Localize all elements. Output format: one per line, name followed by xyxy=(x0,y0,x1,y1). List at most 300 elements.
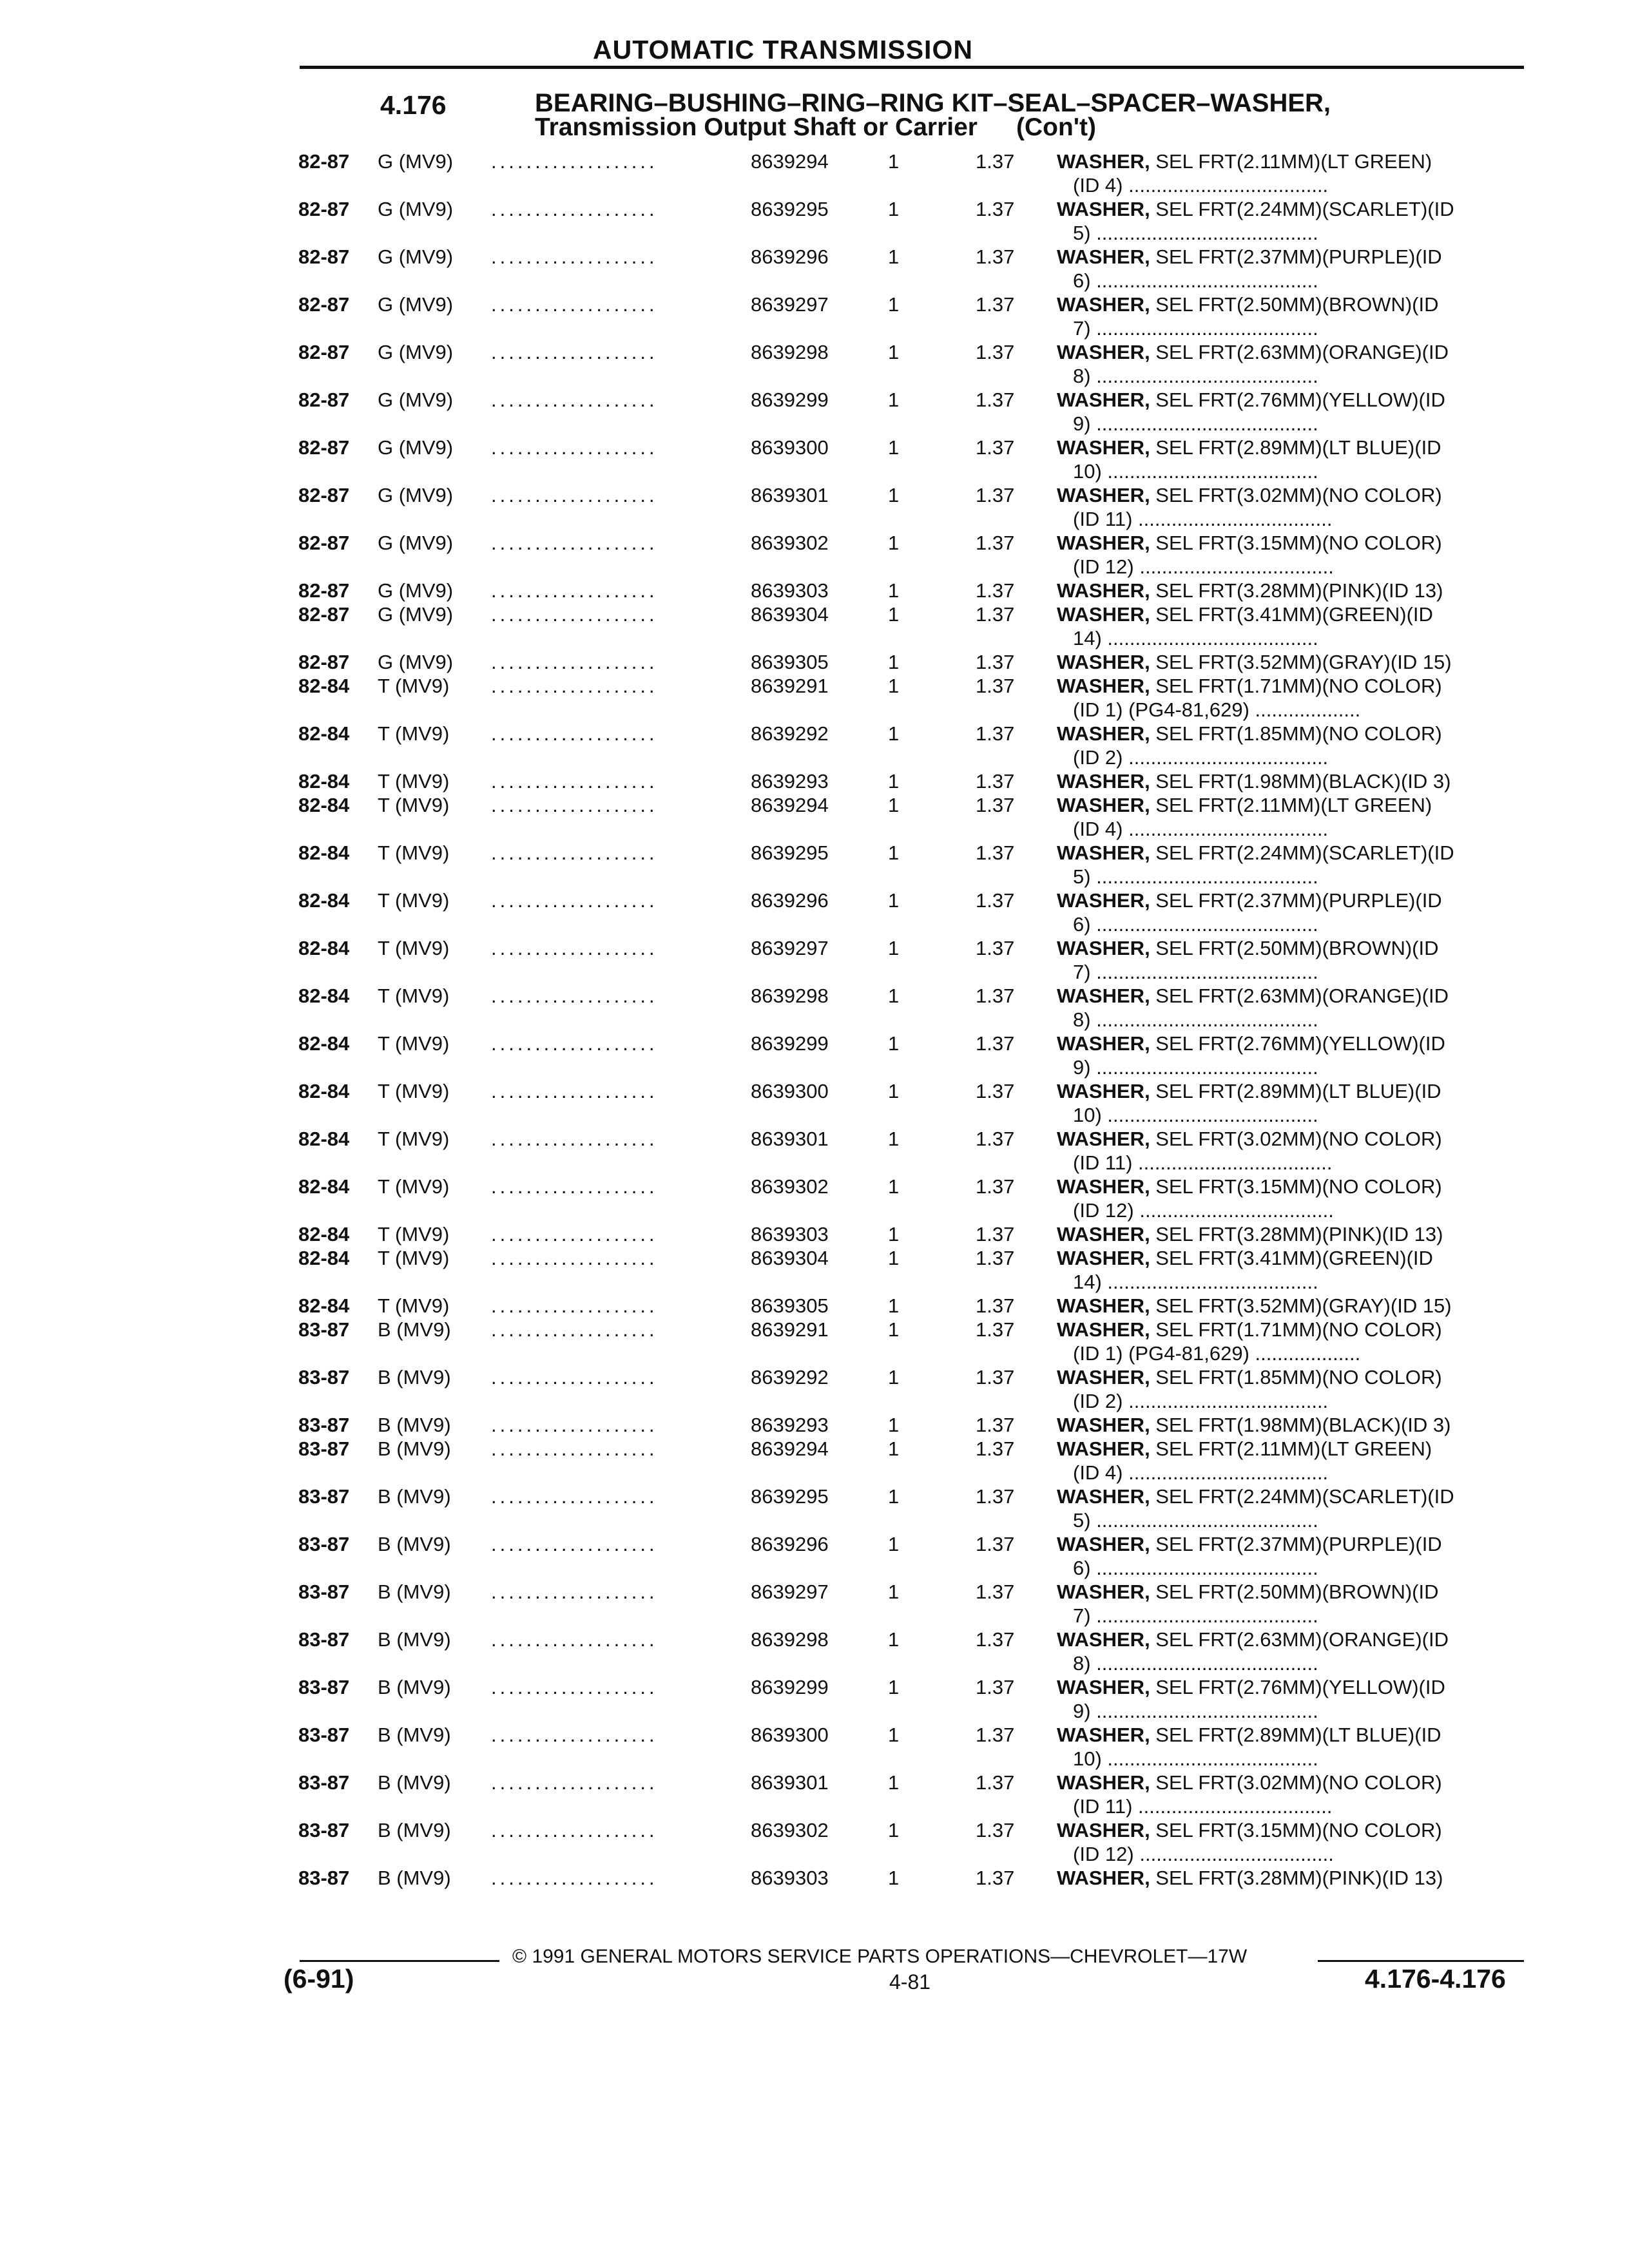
quantity-cell: 1 xyxy=(888,1128,900,1150)
footer-rule-left xyxy=(300,1960,499,1962)
description-keyword: WASHER, xyxy=(1057,1485,1150,1508)
body-cell: T (MV9) xyxy=(378,985,450,1007)
part-number-cell: 8639305 xyxy=(751,651,829,673)
body-cell: T (MV9) xyxy=(378,1223,450,1245)
body-cell: B (MV9) xyxy=(378,1819,451,1841)
description-cell xyxy=(1057,936,1438,960)
body-cell: G (MV9) xyxy=(378,532,454,554)
description-cell xyxy=(1057,602,1433,626)
quantity-cell: 1 xyxy=(888,245,900,268)
description-cell xyxy=(1057,1580,1438,1604)
table-row xyxy=(0,483,1629,535)
group-cell: 1.37 xyxy=(976,1437,1015,1460)
leader-dots: ................... xyxy=(491,341,658,363)
description-continuation: (ID 12) ................................... xyxy=(1073,555,1334,578)
quantity-cell: 1 xyxy=(888,1628,900,1651)
description-text: SEL FRT(2.37MM)(PURPLE)(ID xyxy=(1150,1533,1442,1555)
quantity-cell: 1 xyxy=(888,436,900,459)
leader-dots: ................... xyxy=(491,651,658,673)
group-cell: 1.37 xyxy=(976,985,1015,1007)
body-cell: B (MV9) xyxy=(378,1414,451,1436)
quantity-cell: 1 xyxy=(888,770,900,793)
part-number-cell: 8639293 xyxy=(751,770,829,793)
description-cell xyxy=(1057,1723,1441,1747)
years-cell: 83-87 xyxy=(298,1867,350,1889)
years-cell: 83-87 xyxy=(298,1819,350,1841)
leader-dots: ................... xyxy=(491,985,658,1007)
years-cell: 82-84 xyxy=(298,722,350,745)
part-number-cell: 8639296 xyxy=(751,889,829,912)
part-number-cell: 8639298 xyxy=(751,341,829,363)
description-continuation: 5) ........................................ xyxy=(1073,1509,1318,1532)
part-number-cell: 8639302 xyxy=(751,532,829,554)
group-cell: 1.37 xyxy=(976,1032,1015,1055)
table-row xyxy=(0,793,1629,845)
part-number-cell: 8639304 xyxy=(751,603,829,626)
quantity-cell: 1 xyxy=(888,937,900,959)
years-cell: 82-87 xyxy=(298,150,350,173)
description-text: SEL FRT(2.76MM)(YELLOW)(ID xyxy=(1150,1032,1445,1055)
quantity-cell: 1 xyxy=(888,1867,900,1889)
description-cell xyxy=(1057,1127,1442,1151)
body-cell: T (MV9) xyxy=(378,770,450,793)
quantity-cell: 1 xyxy=(888,532,900,554)
body-cell: T (MV9) xyxy=(378,1247,450,1269)
description-keyword: WASHER, xyxy=(1057,675,1150,697)
description-text: SEL FRT(2.50MM)(BROWN)(ID xyxy=(1150,937,1439,959)
description-continuation: 8) ........................................ xyxy=(1073,1652,1318,1675)
part-number-cell: 8639303 xyxy=(751,1223,829,1245)
description-text: SEL FRT(3.28MM)(PINK)(ID 13) xyxy=(1150,579,1443,602)
description-continuation: 14) ...................................... xyxy=(1073,1271,1318,1293)
part-number-cell: 8639297 xyxy=(751,937,829,959)
part-number-cell: 8639301 xyxy=(751,1771,829,1794)
leader-dots: ................... xyxy=(491,1676,658,1698)
part-number-cell: 8639304 xyxy=(751,1247,829,1269)
part-number-cell: 8639296 xyxy=(751,1533,829,1555)
description-cell xyxy=(1057,1175,1442,1198)
description-keyword: WASHER, xyxy=(1057,484,1150,506)
page-title: AUTOMATIC TRANSMISSION xyxy=(593,35,973,64)
description-cell xyxy=(1057,769,1451,793)
description-cell xyxy=(1057,841,1454,865)
description-continuation: (ID 1) (PG4-81,629) ................... xyxy=(1073,698,1361,721)
table-row xyxy=(0,889,1629,940)
quantity-cell: 1 xyxy=(888,341,900,363)
description-cell xyxy=(1057,1675,1445,1699)
leader-dots: ................... xyxy=(491,389,658,411)
description-continuation: (ID 2) .................................... xyxy=(1073,746,1329,769)
body-cell: B (MV9) xyxy=(378,1771,451,1794)
table-row xyxy=(0,1032,1629,1083)
quantity-cell: 1 xyxy=(888,389,900,411)
description-keyword: WASHER, xyxy=(1057,1223,1150,1245)
part-number-cell: 8639298 xyxy=(751,1628,829,1651)
quantity-cell: 1 xyxy=(888,1533,900,1555)
group-cell: 1.37 xyxy=(976,1175,1015,1198)
group-cell: 1.37 xyxy=(976,1676,1015,1698)
group-cell: 1.37 xyxy=(976,1318,1015,1341)
description-text: SEL FRT(2.76MM)(YELLOW)(ID xyxy=(1150,1676,1445,1698)
body-cell: G (MV9) xyxy=(378,389,454,411)
description-continuation: 7) ........................................ xyxy=(1073,961,1318,983)
description-text: SEL FRT(3.52MM)(GRAY)(ID 15) xyxy=(1150,1294,1452,1317)
footer-page-number: 4-81 xyxy=(889,1970,931,1994)
quantity-cell: 1 xyxy=(888,1080,900,1102)
description-cell xyxy=(1057,1771,1442,1794)
table-row xyxy=(0,1580,1629,1631)
body-cell: T (MV9) xyxy=(378,841,450,864)
leader-dots: ................... xyxy=(491,1128,658,1150)
years-cell: 82-84 xyxy=(298,985,350,1007)
quantity-cell: 1 xyxy=(888,579,900,602)
quantity-cell: 1 xyxy=(888,1771,900,1794)
description-continuation: (ID 11) ................................... xyxy=(1073,1151,1333,1174)
group-cell: 1.37 xyxy=(976,1485,1015,1508)
years-cell: 82-87 xyxy=(298,484,350,506)
quantity-cell: 1 xyxy=(888,889,900,912)
table-row xyxy=(0,674,1629,726)
section-number: 4.176 xyxy=(380,90,447,120)
description-continuation: (ID 4) .................................... xyxy=(1073,174,1329,197)
description-cell xyxy=(1057,483,1442,507)
description-keyword: WASHER, xyxy=(1057,341,1150,363)
body-cell: G (MV9) xyxy=(378,293,454,316)
description-cell xyxy=(1057,1485,1454,1508)
description-keyword: WASHER, xyxy=(1057,389,1150,411)
group-cell: 1.37 xyxy=(976,484,1015,506)
group-cell: 1.37 xyxy=(976,1533,1015,1555)
description-text: SEL FRT(3.15MM)(NO COLOR) xyxy=(1150,1175,1442,1198)
leader-dots: ................... xyxy=(491,841,658,864)
description-text: SEL FRT(1.98MM)(BLACK)(ID 3) xyxy=(1150,770,1451,793)
body-cell: G (MV9) xyxy=(378,579,454,602)
table-row xyxy=(0,149,1629,201)
part-number-cell: 8639300 xyxy=(751,1080,829,1102)
description-keyword: WASHER, xyxy=(1057,198,1150,220)
description-continuation: 7) ........................................ xyxy=(1073,1604,1318,1627)
group-cell: 1.37 xyxy=(976,889,1015,912)
table-row xyxy=(0,1628,1629,1679)
years-cell: 83-87 xyxy=(298,1676,350,1698)
description-keyword: WASHER, xyxy=(1057,1294,1150,1317)
description-keyword: WASHER, xyxy=(1057,841,1150,864)
group-cell: 1.37 xyxy=(976,675,1015,697)
description-keyword: WASHER, xyxy=(1057,985,1150,1007)
table-row xyxy=(0,1246,1629,1298)
leader-dots: ................... xyxy=(491,1294,658,1317)
description-keyword: WASHER, xyxy=(1057,1032,1150,1055)
description-cell xyxy=(1057,1628,1449,1651)
description-continuation: 14) ...................................... xyxy=(1073,627,1318,649)
years-cell: 83-87 xyxy=(298,1414,350,1436)
leader-dots: ................... xyxy=(491,1032,658,1055)
leader-dots: ................... xyxy=(491,436,658,459)
description-cell xyxy=(1057,1079,1441,1103)
description-text: SEL FRT(2.24MM)(SCARLET)(ID xyxy=(1150,841,1454,864)
body-cell: B (MV9) xyxy=(378,1628,451,1651)
body-cell: G (MV9) xyxy=(378,484,454,506)
group-cell: 1.37 xyxy=(976,293,1015,316)
body-cell: T (MV9) xyxy=(378,794,450,816)
body-cell: T (MV9) xyxy=(378,1294,450,1317)
description-cell xyxy=(1057,1032,1445,1055)
body-cell: B (MV9) xyxy=(378,1581,451,1603)
description-cell xyxy=(1057,531,1442,555)
group-cell: 1.37 xyxy=(976,651,1015,673)
quantity-cell: 1 xyxy=(888,1819,900,1841)
table-row xyxy=(0,1771,1629,1822)
body-cell: B (MV9) xyxy=(378,1437,451,1460)
description-keyword: WASHER, xyxy=(1057,722,1150,745)
table-row xyxy=(0,531,1629,582)
years-cell: 82-84 xyxy=(298,675,350,697)
continued-label: (Con't) xyxy=(1016,113,1097,141)
table-row xyxy=(0,1532,1629,1584)
group-cell: 1.37 xyxy=(976,1771,1015,1794)
part-number-cell: 8639292 xyxy=(751,1366,829,1389)
leader-dots: ................... xyxy=(491,1437,658,1460)
description-cell xyxy=(1057,889,1442,912)
table-row xyxy=(0,1318,1629,1369)
leader-dots: ................... xyxy=(491,1581,658,1603)
description-continuation: 8) ........................................ xyxy=(1073,1008,1318,1031)
body-cell: T (MV9) xyxy=(378,1175,450,1198)
part-number-cell: 8639298 xyxy=(751,985,829,1007)
group-cell: 1.37 xyxy=(976,1628,1015,1651)
description-cell xyxy=(1057,722,1442,745)
leader-dots: ................... xyxy=(491,293,658,316)
group-cell: 1.37 xyxy=(976,198,1015,220)
description-cell xyxy=(1057,293,1438,316)
leader-dots: ................... xyxy=(491,770,658,793)
description-keyword: WASHER, xyxy=(1057,651,1150,673)
years-cell: 82-87 xyxy=(298,341,350,363)
description-text: SEL FRT(3.15MM)(NO COLOR) xyxy=(1150,1819,1442,1841)
body-cell: T (MV9) xyxy=(378,1128,450,1150)
description-keyword: WASHER, xyxy=(1057,1628,1150,1651)
quantity-cell: 1 xyxy=(888,794,900,816)
years-cell: 82-84 xyxy=(298,770,350,793)
description-keyword: WASHER, xyxy=(1057,1318,1150,1341)
quantity-cell: 1 xyxy=(888,841,900,864)
leader-dots: ................... xyxy=(491,579,658,602)
years-cell: 83-87 xyxy=(298,1485,350,1508)
group-cell: 1.37 xyxy=(976,722,1015,745)
description-cell xyxy=(1057,674,1442,698)
table-row xyxy=(0,841,1629,892)
description-continuation: 9) ........................................ xyxy=(1073,412,1318,435)
table-row xyxy=(0,1675,1629,1727)
description-text: SEL FRT(1.98MM)(BLACK)(ID 3) xyxy=(1150,1414,1451,1436)
part-number-cell: 8639291 xyxy=(751,675,829,697)
description-continuation: 8) ........................................ xyxy=(1073,365,1318,387)
part-number-cell: 8639299 xyxy=(751,1676,829,1698)
body-cell: G (MV9) xyxy=(378,198,454,220)
quantity-cell: 1 xyxy=(888,675,900,697)
description-text: SEL FRT(3.41MM)(GREEN)(ID xyxy=(1150,603,1433,626)
description-cell xyxy=(1057,1222,1443,1246)
table-row xyxy=(0,1818,1629,1870)
group-cell: 1.37 xyxy=(976,1366,1015,1389)
description-text: SEL FRT(2.50MM)(BROWN)(ID xyxy=(1150,1581,1439,1603)
table-row xyxy=(0,1175,1629,1226)
years-cell: 82-87 xyxy=(298,245,350,268)
years-cell: 83-87 xyxy=(298,1581,350,1603)
section-title: BEARING–BUSHING–RING–RING KIT–SEAL–SPACER–WASHER, xyxy=(535,89,1331,117)
quantity-cell: 1 xyxy=(888,1485,900,1508)
description-text: SEL FRT(2.24MM)(SCARLET)(ID xyxy=(1150,1485,1454,1508)
description-text: SEL FRT(1.71MM)(NO COLOR) xyxy=(1150,1318,1442,1341)
description-text: SEL FRT(3.41MM)(GREEN)(ID xyxy=(1150,1247,1433,1269)
description-keyword: WASHER, xyxy=(1057,1414,1150,1436)
leader-dots: ................... xyxy=(491,532,658,554)
part-number-cell: 8639300 xyxy=(751,1724,829,1746)
quantity-cell: 1 xyxy=(888,150,900,173)
leader-dots: ................... xyxy=(491,198,658,220)
years-cell: 82-84 xyxy=(298,794,350,816)
body-cell: B (MV9) xyxy=(378,1485,451,1508)
part-number-cell: 8639291 xyxy=(751,1318,829,1341)
description-text: SEL FRT(2.89MM)(LT BLUE)(ID xyxy=(1150,436,1441,459)
leader-dots: ................... xyxy=(491,1819,658,1841)
footer xyxy=(300,1946,1524,1972)
years-cell: 83-87 xyxy=(298,1771,350,1794)
table-row xyxy=(0,1365,1629,1417)
footer-copyright: © 1991 GENERAL MOTORS SERVICE PARTS OPERATIONS—CHEVROLET—17W xyxy=(512,1946,1248,1967)
years-cell: 83-87 xyxy=(298,1628,350,1651)
body-cell: B (MV9) xyxy=(378,1724,451,1746)
description-text: SEL FRT(3.02MM)(NO COLOR) xyxy=(1150,1128,1442,1150)
part-number-cell: 8639299 xyxy=(751,1032,829,1055)
description-text: SEL FRT(2.50MM)(BROWN)(ID xyxy=(1150,293,1439,316)
description-cell xyxy=(1057,1866,1443,1890)
part-number-cell: 8639296 xyxy=(751,245,829,268)
group-cell: 1.37 xyxy=(976,150,1015,173)
description-cell xyxy=(1057,1318,1442,1341)
description-text: SEL FRT(2.37MM)(PURPLE)(ID xyxy=(1150,245,1442,268)
part-number-cell: 8639294 xyxy=(751,150,829,173)
description-keyword: WASHER, xyxy=(1057,150,1150,173)
part-number-cell: 8639295 xyxy=(751,841,829,864)
body-cell: T (MV9) xyxy=(378,722,450,745)
leader-dots: ................... xyxy=(491,1318,658,1341)
group-cell: 1.37 xyxy=(976,436,1015,459)
description-continuation: (ID 2) .................................... xyxy=(1073,1390,1329,1412)
quantity-cell: 1 xyxy=(888,603,900,626)
description-keyword: WASHER, xyxy=(1057,436,1150,459)
table-row xyxy=(0,1866,1629,1917)
years-cell: 82-87 xyxy=(298,389,350,411)
description-cell xyxy=(1057,1413,1451,1437)
description-continuation: 6) ........................................ xyxy=(1073,269,1318,292)
leader-dots: ................... xyxy=(491,484,658,506)
description-text: SEL FRT(2.11MM)(LT GREEN) xyxy=(1150,1437,1432,1460)
description-cell xyxy=(1057,650,1452,674)
group-cell: 1.37 xyxy=(976,1581,1015,1603)
description-text: SEL FRT(2.37MM)(PURPLE)(ID xyxy=(1150,889,1442,912)
body-cell: T (MV9) xyxy=(378,1080,450,1102)
group-cell: 1.37 xyxy=(976,1414,1015,1436)
part-number-cell: 8639303 xyxy=(751,1867,829,1889)
description-keyword: WASHER, xyxy=(1057,1533,1150,1555)
description-keyword: WASHER, xyxy=(1057,1581,1150,1603)
table-row xyxy=(0,1079,1629,1131)
footer-section-range: 4.176-4.176 xyxy=(1365,1964,1506,1994)
table-row xyxy=(0,602,1629,654)
description-cell xyxy=(1057,1246,1433,1270)
group-cell: 1.37 xyxy=(976,794,1015,816)
table-row xyxy=(0,245,1629,296)
description-keyword: WASHER, xyxy=(1057,1247,1150,1269)
description-text: SEL FRT(1.85MM)(NO COLOR) xyxy=(1150,722,1442,745)
description-keyword: WASHER, xyxy=(1057,579,1150,602)
group-cell: 1.37 xyxy=(976,1819,1015,1841)
description-keyword: WASHER, xyxy=(1057,603,1150,626)
part-number-cell: 8639294 xyxy=(751,1437,829,1460)
quantity-cell: 1 xyxy=(888,1581,900,1603)
years-cell: 83-87 xyxy=(298,1366,350,1389)
description-continuation: (ID 12) ................................... xyxy=(1073,1843,1334,1865)
part-number-cell: 8639302 xyxy=(751,1175,829,1198)
table-row xyxy=(0,293,1629,344)
quantity-cell: 1 xyxy=(888,1223,900,1245)
part-number-cell: 8639297 xyxy=(751,1581,829,1603)
description-cell xyxy=(1057,579,1443,602)
quantity-cell: 1 xyxy=(888,1437,900,1460)
leader-dots: ................... xyxy=(491,150,658,173)
leader-dots: ................... xyxy=(491,1414,658,1436)
quantity-cell: 1 xyxy=(888,1175,900,1198)
description-text: SEL FRT(3.52MM)(GRAY)(ID 15) xyxy=(1150,651,1452,673)
description-keyword: WASHER, xyxy=(1057,937,1150,959)
description-continuation: (ID 1) (PG4-81,629) ................... xyxy=(1073,1342,1361,1365)
years-cell: 82-84 xyxy=(298,937,350,959)
body-cell: B (MV9) xyxy=(378,1676,451,1698)
years-cell: 82-87 xyxy=(298,198,350,220)
description-cell xyxy=(1057,436,1441,459)
years-cell: 82-84 xyxy=(298,1247,350,1269)
leader-dots: ................... xyxy=(491,245,658,268)
body-cell: G (MV9) xyxy=(378,150,454,173)
leader-dots: ................... xyxy=(491,794,658,816)
years-cell: 82-87 xyxy=(298,579,350,602)
description-continuation: 10) ...................................... xyxy=(1073,1104,1318,1126)
quantity-cell: 1 xyxy=(888,198,900,220)
years-cell: 82-87 xyxy=(298,603,350,626)
group-cell: 1.37 xyxy=(976,1080,1015,1102)
section-subtitle-text: Transmission Output Shaft or Carrier xyxy=(535,113,978,141)
description-cell xyxy=(1057,793,1432,817)
description-continuation: 6) ........................................ xyxy=(1073,913,1318,936)
description-keyword: WASHER, xyxy=(1057,1819,1150,1841)
description-text: SEL FRT(2.63MM)(ORANGE)(ID xyxy=(1150,985,1449,1007)
description-text: SEL FRT(2.76MM)(YELLOW)(ID xyxy=(1150,389,1445,411)
table-row xyxy=(0,936,1629,988)
table-row xyxy=(0,1437,1629,1488)
table-row xyxy=(0,722,1629,773)
group-cell: 1.37 xyxy=(976,1223,1015,1245)
years-cell: 82-84 xyxy=(298,889,350,912)
table-row xyxy=(0,1127,1629,1178)
body-cell: T (MV9) xyxy=(378,675,450,697)
description-continuation: (ID 11) ................................... xyxy=(1073,508,1333,530)
description-keyword: WASHER, xyxy=(1057,293,1150,316)
description-continuation: 9) ........................................ xyxy=(1073,1056,1318,1079)
footer-rule-right xyxy=(1318,1960,1524,1962)
leader-dots: ................... xyxy=(491,603,658,626)
body-cell: T (MV9) xyxy=(378,889,450,912)
